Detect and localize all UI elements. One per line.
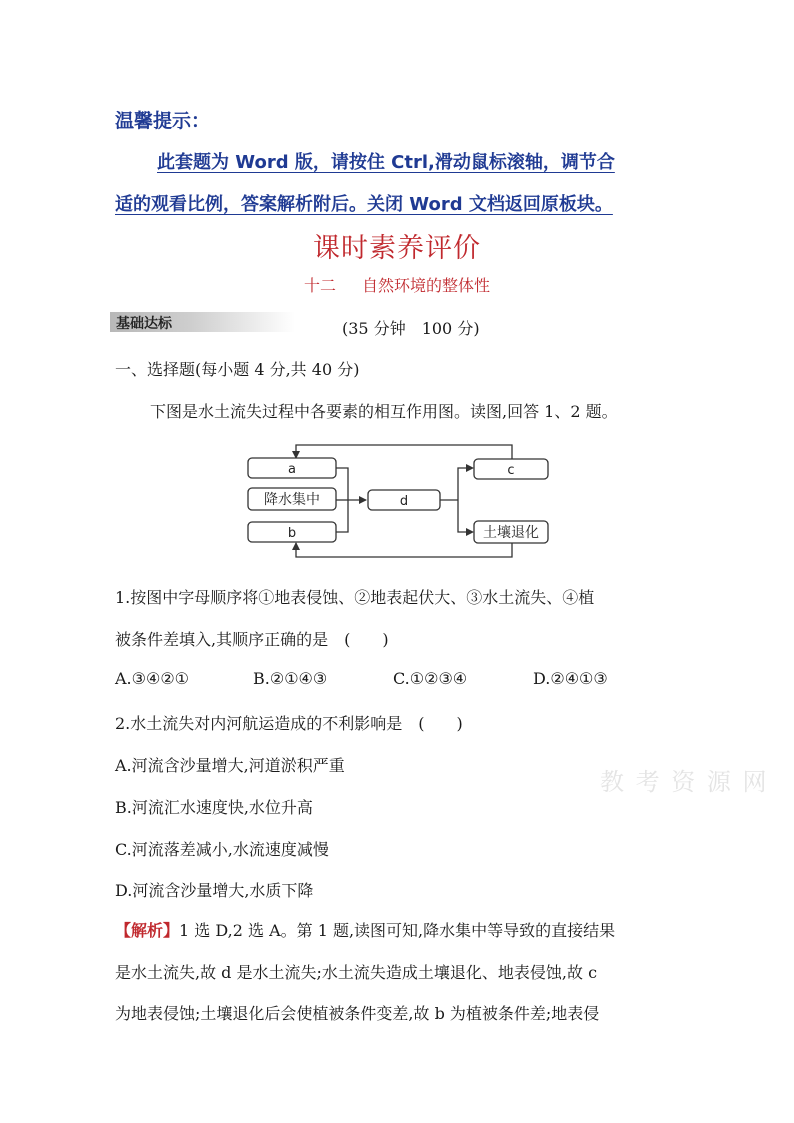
section-tag-label: 基础达标 (116, 316, 172, 332)
question-section-header: 一、选择题(每小题 4 分,共 40 分) (115, 360, 360, 379)
lesson-subtitle (0, 273, 794, 296)
answer-tag: 【解析】 (115, 921, 180, 940)
question-1-option-b: B.②①④③ (253, 669, 328, 688)
tip-heading: 温馨提示： (115, 110, 211, 132)
question-1-option-a: A.③④②① (115, 669, 190, 688)
answer-line-1 (115, 918, 615, 941)
question-2-option-b: B.河流汇水速度快,水位升高 (115, 798, 313, 817)
diagram-label-soil: 土壤退化 (483, 525, 539, 541)
question-2-option-c: C.河流落差减小,水流速度减慢 (115, 840, 329, 859)
diagram-label-b: b (287, 526, 297, 541)
diagram-label-a: a (288, 462, 296, 477)
page-title: 课时素养评价 (313, 233, 481, 264)
tip-line-2: 适的观看比例，答案解析附后。关闭 Word 文档返回原板块。 (115, 194, 613, 215)
diagram-label-c: c (507, 463, 515, 478)
arrow-to-soil-icon (466, 528, 474, 536)
soil-erosion-diagram (240, 440, 560, 562)
question-1-option-c: C.①②③④ (393, 669, 468, 688)
lesson-number: 十二 (303, 276, 336, 295)
tip-line-1: 此套题为 Word 版，请按住 Ctrl,滑动鼠标滚轴，调节合 (157, 152, 615, 173)
answer-line-3: 为地表侵蚀;土壤退化后会使植被条件变差,故 b 为植被条件差;地表侵 (115, 1004, 600, 1023)
question-2-option-d: D.河流含沙量增大,水质下降 (115, 881, 314, 900)
question-2-option-a: A.河流含沙量增大,河道淤积严重 (115, 756, 345, 775)
answer-text-1: 1 选 D,2 选 A。第 1 题,读图可知,降水集中等导致的直接结果 (179, 921, 616, 940)
question-intro: 下图是水土流失过程中各要素的相互作用图。读图,回答 1、2 题。 (150, 402, 618, 421)
question-1-stem-line-2: 被条件差填入,其顺序正确的是 ( ) (115, 630, 389, 649)
arrow-to-c-icon (466, 464, 474, 472)
question-2-stem: 2.水土流失对内河航运造成的不利影响是 ( ) (115, 714, 463, 733)
question-1-option-d: D.②④①③ (533, 669, 608, 688)
lesson-name: 自然环境的整体性 (362, 276, 491, 295)
answer-line-2: 是水土流失,故 d 是水土流失;水土流失造成土壤退化、地表侵蚀,故 c (115, 963, 598, 982)
watermark: 教 考 资 源 网 (600, 768, 769, 796)
section-tag (110, 312, 295, 332)
time-note: (35 分钟 100 分) (342, 319, 480, 338)
diagram-label-rain: 降水集中 (264, 492, 320, 508)
question-1-stem-line-1: 1.按图中字母顺序将①地表侵蚀、②地表起伏大、③水土流失、④植 (115, 588, 595, 607)
diagram-label-d: d (399, 494, 409, 509)
